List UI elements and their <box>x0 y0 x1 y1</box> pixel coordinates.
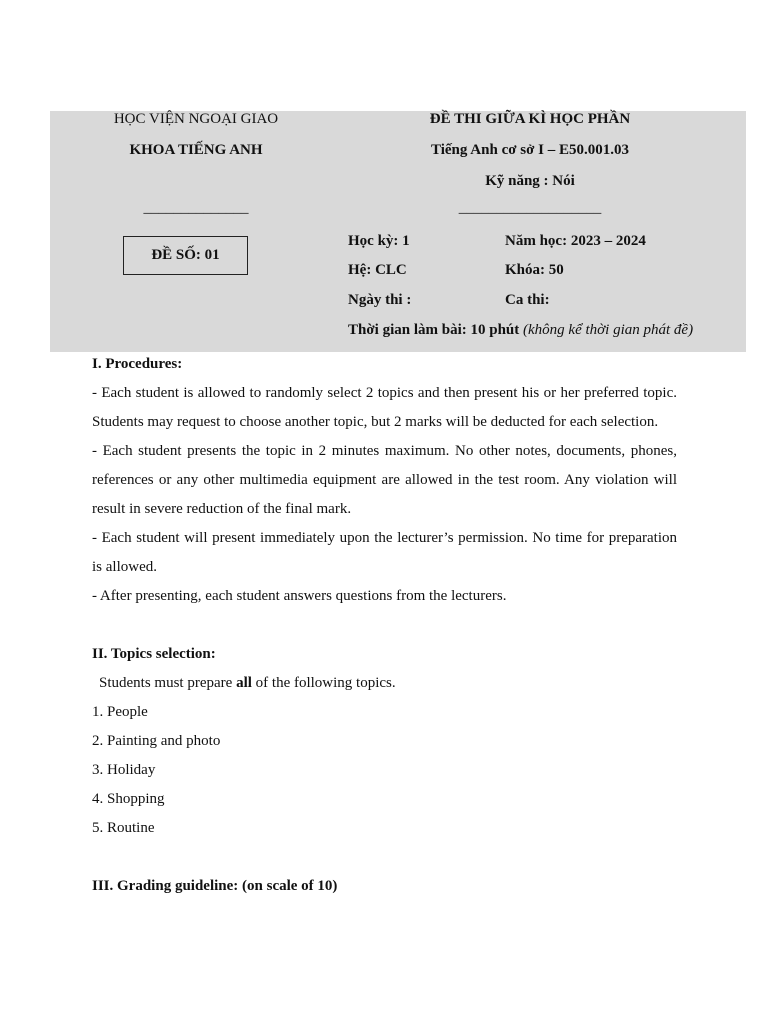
topic-item: 5. Routine <box>92 820 155 836</box>
topic-item: 3. Holiday <box>92 762 156 778</box>
procedure-item: - Each student will present immediately upon the lecturer’s permission. No time for preparation is allowed. <box>92 530 677 575</box>
exam-header <box>50 111 746 352</box>
cohort: Khóa: 50 <box>505 262 564 278</box>
duration-note: (không kể thời gian phát đề) <box>519 322 694 338</box>
topic-item: 4. Shopping <box>92 791 165 807</box>
topics-title: II. Topics selection: <box>92 646 216 662</box>
exam-number-box <box>123 236 248 275</box>
procedures-title: I. Procedures: <box>92 356 183 372</box>
procedure-item: - Each student presents the topic in 2 minutes maximum. No other notes, documents, phones, references or any other multimedia equipment are allowed in the test room. Any violation will result in severe reduction of the final mark. <box>92 443 677 517</box>
topics-intro-after: of the following topics. <box>251 675 396 691</box>
institution-name: HỌC VIỆN NGOẠI GIAO <box>113 111 279 127</box>
spacer <box>92 843 677 872</box>
exam-shift: Ca thi: <box>505 292 550 308</box>
topics-intro-before: Students must prepare <box>99 675 237 691</box>
topics-intro-bold: all <box>236 675 252 691</box>
topic-item: 1. People <box>92 704 148 720</box>
exam-title: ĐỀ THI GIỮA KÌ HỌC PHẦN <box>429 111 631 127</box>
duration-line <box>348 322 693 339</box>
semester: Học kỳ: 1 <box>348 233 410 249</box>
course-code: Tiếng Anh cơ sở I – E50.001.03 <box>430 142 630 158</box>
duration-label: Thời gian làm bài: 10 phút <box>348 322 520 338</box>
skill-label: Kỹ năng : Nói <box>485 173 575 189</box>
exam-number: ĐỀ SỐ: 01 <box>151 247 220 263</box>
right-divider: ___________________ <box>458 200 602 216</box>
topics-intro <box>92 669 677 698</box>
academic-year: Năm học: 2023 – 2024 <box>505 233 646 249</box>
left-divider: ______________ <box>143 200 249 216</box>
program: Hệ: CLC <box>348 262 407 278</box>
spacer <box>92 611 677 640</box>
topic-item: 2. Painting and photo <box>92 733 221 749</box>
exam-date: Ngày thi : <box>348 292 412 308</box>
exam-body <box>92 350 677 901</box>
grading-title: III. Grading guideline: (on scale of 10) <box>92 878 338 894</box>
procedure-item: - Each student is allowed to randomly select 2 topics and then present his or her preferred topic. Students may request to choose another topic, but 2 marks will be deducted for each selection. <box>92 385 677 430</box>
procedure-item: - After presenting, each student answers questions from the lecturers. <box>92 588 507 604</box>
faculty-name: KHOA TIẾNG ANH <box>129 142 263 158</box>
